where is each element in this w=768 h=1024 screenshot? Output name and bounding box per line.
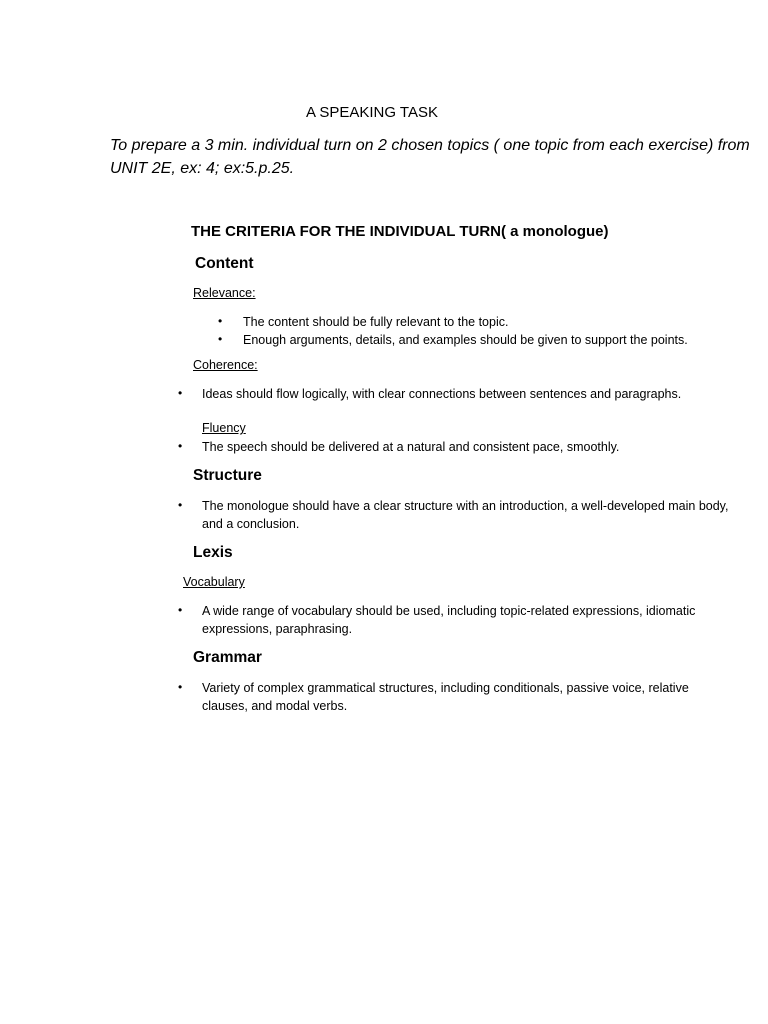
- grammar-item-1: Variety of complex grammatical structures, including conditionals, passive voice, relative clauses, and modal verbs.: [202, 681, 689, 713]
- task-title: A SPEAKING TASK: [306, 104, 438, 121]
- structure-item-1: The monologue should have a clear structure with an introduction, a well-developed main body, and a conclusion.: [202, 499, 729, 531]
- relevance-label: Relevance:: [193, 286, 256, 300]
- coherence-label: Coherence:: [193, 358, 258, 372]
- bullet-icon: •: [178, 439, 183, 453]
- content-heading: Content: [195, 255, 254, 272]
- lexis-heading: Lexis: [193, 544, 233, 561]
- task-instructions: To prepare a 3 min. individual turn on 2 chosen topics ( one topic from each exercise) from UNIT 2E, ex: 4; ex:5.p.25.: [110, 137, 750, 177]
- relevance-item-1: The content should be fully relevant to the topic.: [243, 315, 509, 329]
- fluency-item-1: The speech should be delivered at a natural and consistent pace, smoothly.: [202, 440, 620, 454]
- vocabulary-label: Vocabulary: [183, 575, 245, 589]
- bullet-icon: •: [178, 603, 183, 617]
- structure-heading: Structure: [193, 467, 262, 484]
- grammar-heading: Grammar: [193, 649, 262, 666]
- bullet-icon: •: [178, 386, 183, 400]
- coherence-item-1: Ideas should flow logically, with clear connections between sentences and paragraphs.: [202, 387, 682, 401]
- bullet-icon: •: [178, 680, 183, 694]
- bullet-icon: •: [218, 332, 223, 346]
- vocabulary-item-1: A wide range of vocabulary should be used, including topic-related expressions, idiomatic expressions, paraphrasing.: [202, 604, 696, 636]
- bullet-icon: •: [178, 498, 183, 512]
- relevance-item-2: Enough arguments, details, and examples should be given to support the points.: [243, 333, 688, 347]
- bullet-icon: •: [218, 314, 223, 328]
- criteria-title: THE CRITERIA FOR THE INDIVIDUAL TURN( a monologue): [191, 223, 609, 240]
- fluency-label: Fluency: [202, 421, 246, 435]
